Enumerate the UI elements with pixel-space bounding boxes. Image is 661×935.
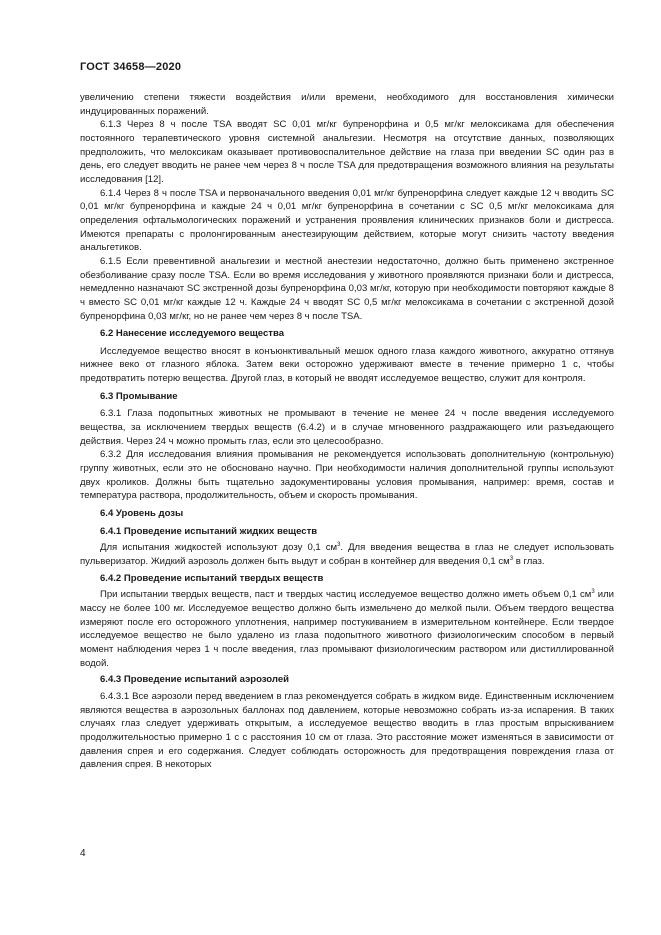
paragraph-application: Исследуемое вещество вносят в конъюнктивальный мешок одного глаза каждого животного, аккуратно оттянув нижнее веко от глазного яблока. Затем веки осторожно удерживают вместе в течение примерно 1 с, чтобы предотвратить потерю вещества. Другой глаз, в который не вводят исследуемое вещество, служит для контроля. [80,345,614,385]
heading-6-4-3: 6.4.3 Проведение испытаний аэрозолей [100,674,290,686]
liquid-text-part-3: в глаз. [513,556,545,567]
paragraph-6-4-3-1: 6.4.3.1 Все аэрозоли перед введением в глаз рекомендуется собрать в жидком виде. Единственным исключением являются вещества в аэрозольных баллонах под давлением, которые невозможно собрать из-за испарения. В таких случаях глаз следует удерживать открытым, а исследуемое вещество вводить в глаз простым впрыскиванием продолжительностью примерно 1 с с расстояния 10 см от глаза. Это расстояние может изменяться в зависимости от давления спрея и его содержания. Следует соблюдать осторожность для предотвращения повреждения глаза от давления спрея. В некоторых [80,690,614,771]
heading-6-3: 6.3 Промывание [100,390,178,402]
solid-text-part-1: При испытании твердых веществ, паст и твердых частиц исследуемое вещество должно иметь объем 0,1 см [100,589,592,601]
heading-6-2: 6.2 Нанесение исследуемого вещества [100,328,285,340]
cubic-superscript: 3 [509,556,514,562]
heading-6-4-2: 6.4.2 Проведение испытаний твердых веществ [100,572,324,584]
paragraph-6-3-1: 6.3.1 Глаза подопытных животных не промывают в течение не менее 24 ч после введения исследуемого вещества, за исключением твердых веществ (6.4.2) и в случае мгновенного раздражающего или разъедающего действия. Через 24 ч можно промыть глаз, если это целесообразно. [80,408,614,447]
solid-text-part-2: или массу не более 100 мг. Исследуемое вещество должно быть измельчено до мелкой пыли. Объем твердого вещества измеряют после его осторожного уплотнения, например постукиванием в измерительном контейнере. Если твердое исследуемое вещество не было удалено из глаза подопытного животного физиологическим способом в первый момент наблюдения через 1 ч после введения, глаз промывают физиологическим раствором или дистиллированной водой. [80,589,614,669]
heading-6-4: 6.4 Уровень дозы [100,508,184,520]
liquid-text-part-2: . Для введения вещества в глаз не следует использовать пульверизатор. Жидкий аэрозоль должен быть выдут и собран в контейнер для введения 0,1 см [80,542,614,567]
standard-header: ГОСТ 34658—2020 [80,61,182,73]
liquid-text-part-1: Для испытания жидкостей используют дозу 0,1 см [100,542,338,554]
document-body [80,91,614,772]
paragraph-6-1-5: 6.1.5 Если превентивной анальгезии и местной анестезии недостаточно, должно быть применено экстренное обезболивание сразу после TSA. Если во время исследования у животного проявляются признаки боли и дистресса, немедленно назначают SC экстренной дозы бупренорфина 0,03 мг/кг, которую при необходимости повторяют каждые 8 ч вместо SC 0,01 мг/кг каждые 12 ч. Каждые 24 ч вводят SC 0,5 мг/кг мелоксикама в сочетании с экстренной дозой бупренорфина 0,03 мг/кг, но не ранее чем через 8 ч после TSA. [80,255,614,322]
page-number: 4 [80,848,86,859]
cubic-superscript: 3 [337,542,341,549]
paragraph-6-1-3: 6.1.3 Через 8 ч после TSA вводят SC 0,01 мг/кг бупренорфина и 0,5 мг/кг мелоксикама для обеспечения постоянного терапевтического уровня системной анальгезии. Несмотря на отсутствие данных, позволяющих предположить, что мелоксикам оказывает противовоспалительное действие на глаза при введении SC один раз в день, его следует вводить не ранее чем через 8 ч после TSA для предотвращения возможного влияния на результаты исследования [12]. [80,119,614,185]
paragraph-liquid-testing [80,541,614,568]
paragraph-6-3-2: 6.3.2 Для исследования влияния промывания не рекомендуется использовать дополнительную (контрольную) группу животных, если это не обосновано научно. При необходимости наличия дополнительной группы используют двух кроликов. Должны быть тщательно задокументированы условия промывания, например: время, состав и температура раствора, продолжительность, объем и скорость промывания. [80,449,614,502]
paragraph-solid-testing [80,588,614,670]
paragraph-6-1-4: 6.1.4 Через 8 ч после TSA и первоначального введения 0,01 мг/кг бупренорфина следует каждые 12 ч вводить SC 0,01 мг/кг бупренорфина и каждые 24 ч 0,01 мг/кг бупренорфина в сочетании с SC 0,5 мг/кг мелоксикама для определения офтальмологических поражений и устранения проявления клинических признаков боли и дистресса. Имеются препараты с пролонгированным анестезирующим действием, которые могут снизить частоту введения анальгетиков. [80,187,614,254]
heading-6-4-1: 6.4.1 Проведение испытаний жидких веществ [100,525,318,537]
cubic-superscript: 3 [591,589,595,596]
paragraph-continuation: увеличению степени тяжести воздействия и/или времени, необходимого для восстановления химически индуцированных поражений. [80,92,614,117]
